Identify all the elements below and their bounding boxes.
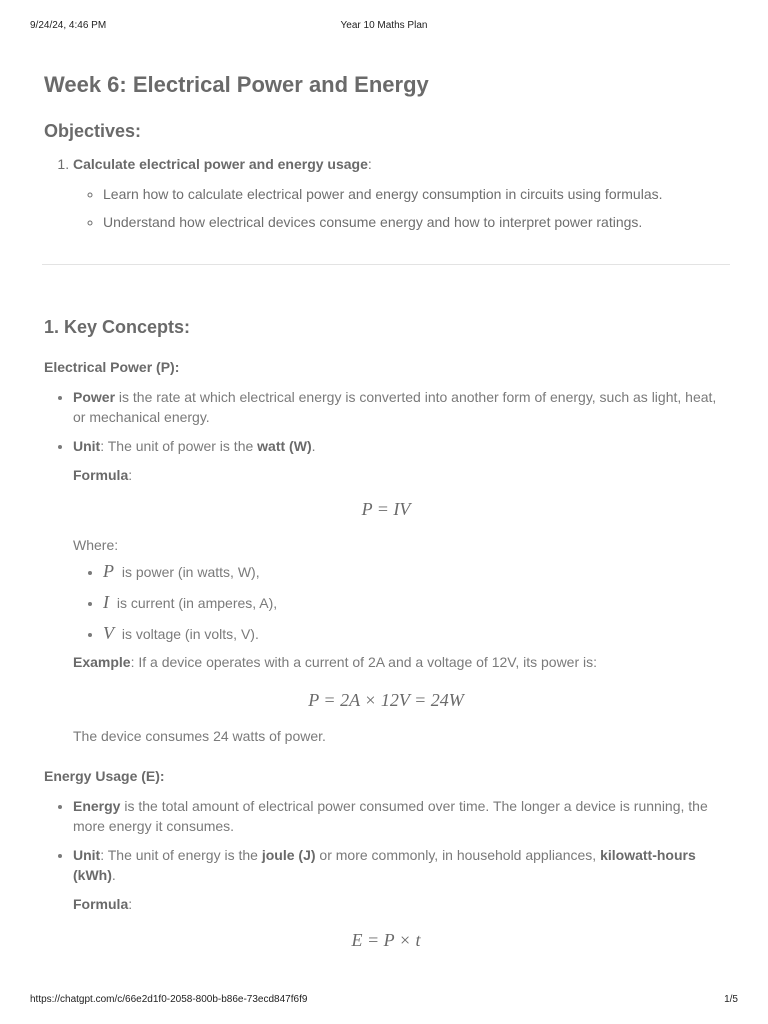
power-definition: • Power is the rate at which electrical energy is converted into another form of energy, such as light, heat, or mechanical energy. xyxy=(73,387,728,427)
print-header xyxy=(0,20,768,34)
objective-bullets xyxy=(73,184,728,232)
variable-item: • I is current (in amperes, A), xyxy=(103,592,728,613)
variable-item: • V is voltage (in volts, V). xyxy=(103,623,728,644)
objective-bullet: ◦ Understand how electrical devices consume energy and how to interpret power ratings. xyxy=(103,212,728,232)
variable-item: • P is power (in watts, W), xyxy=(103,561,728,582)
power-conclusion: The device consumes 24 watts of power. xyxy=(73,728,326,744)
objective-bullet: ◦ Learn how to calculate electrical power and energy consumption in circuits using formulas. xyxy=(103,184,728,204)
energy-formula-label: Formula: xyxy=(73,896,133,912)
example-formula: P = 2A × 12V = 24W xyxy=(308,690,464,710)
power-bullets xyxy=(44,387,728,456)
power-formula-label: Formula: xyxy=(73,467,133,483)
energy-formula: E = P × t xyxy=(351,930,421,950)
where-label: Where: xyxy=(73,537,119,553)
energy-definition: • Energy is the total amount of electrical power consumed over time. The longer a device is running, the more energy it consumes. xyxy=(73,796,728,836)
variable-list xyxy=(73,561,728,644)
key-concepts-heading: 1. Key Concepts: xyxy=(44,317,191,337)
power-heading: Electrical Power (P): xyxy=(44,359,180,375)
objectives-list xyxy=(44,154,728,232)
power-unit: • Unit: The unit of power is the watt (W). xyxy=(73,436,728,456)
objective-item: 1. Calculate electrical power and energy usage: ◦ Learn how to calculate electrical power and energy consumption in circuits using formulas. ◦ Understand how electrical devices consume energy and how to interpret power ratings. xyxy=(73,154,728,232)
print-footer xyxy=(0,994,768,1008)
print-datetime: 9/24/24, 4:46 PM xyxy=(30,20,107,31)
document-content xyxy=(44,70,728,952)
objectives-heading: Objectives: xyxy=(44,121,142,141)
page-url: https://chatgpt.com/c/66e2d1f0-2058-800b-b86e-73ecd847f6f9 xyxy=(30,994,308,1005)
page-number: 1/5 xyxy=(724,994,738,1005)
energy-unit: • Unit: The unit of energy is the joule (J) or more commonly, in household appliances, kilowatt-hours (kWh). xyxy=(73,845,728,885)
power-example: Example: If a device operates with a current of 2A and a voltage of 12V, its power is: xyxy=(73,654,598,670)
objective-label: Calculate electrical power and energy usage xyxy=(73,156,368,172)
print-title: Year 10 Maths Plan xyxy=(340,20,428,31)
page-title: Week 6: Electrical Power and Energy xyxy=(44,72,429,97)
energy-bullets xyxy=(44,796,728,885)
section-divider xyxy=(42,264,730,265)
power-formula: P = IV xyxy=(361,499,411,519)
energy-heading: Energy Usage (E): xyxy=(44,768,165,784)
